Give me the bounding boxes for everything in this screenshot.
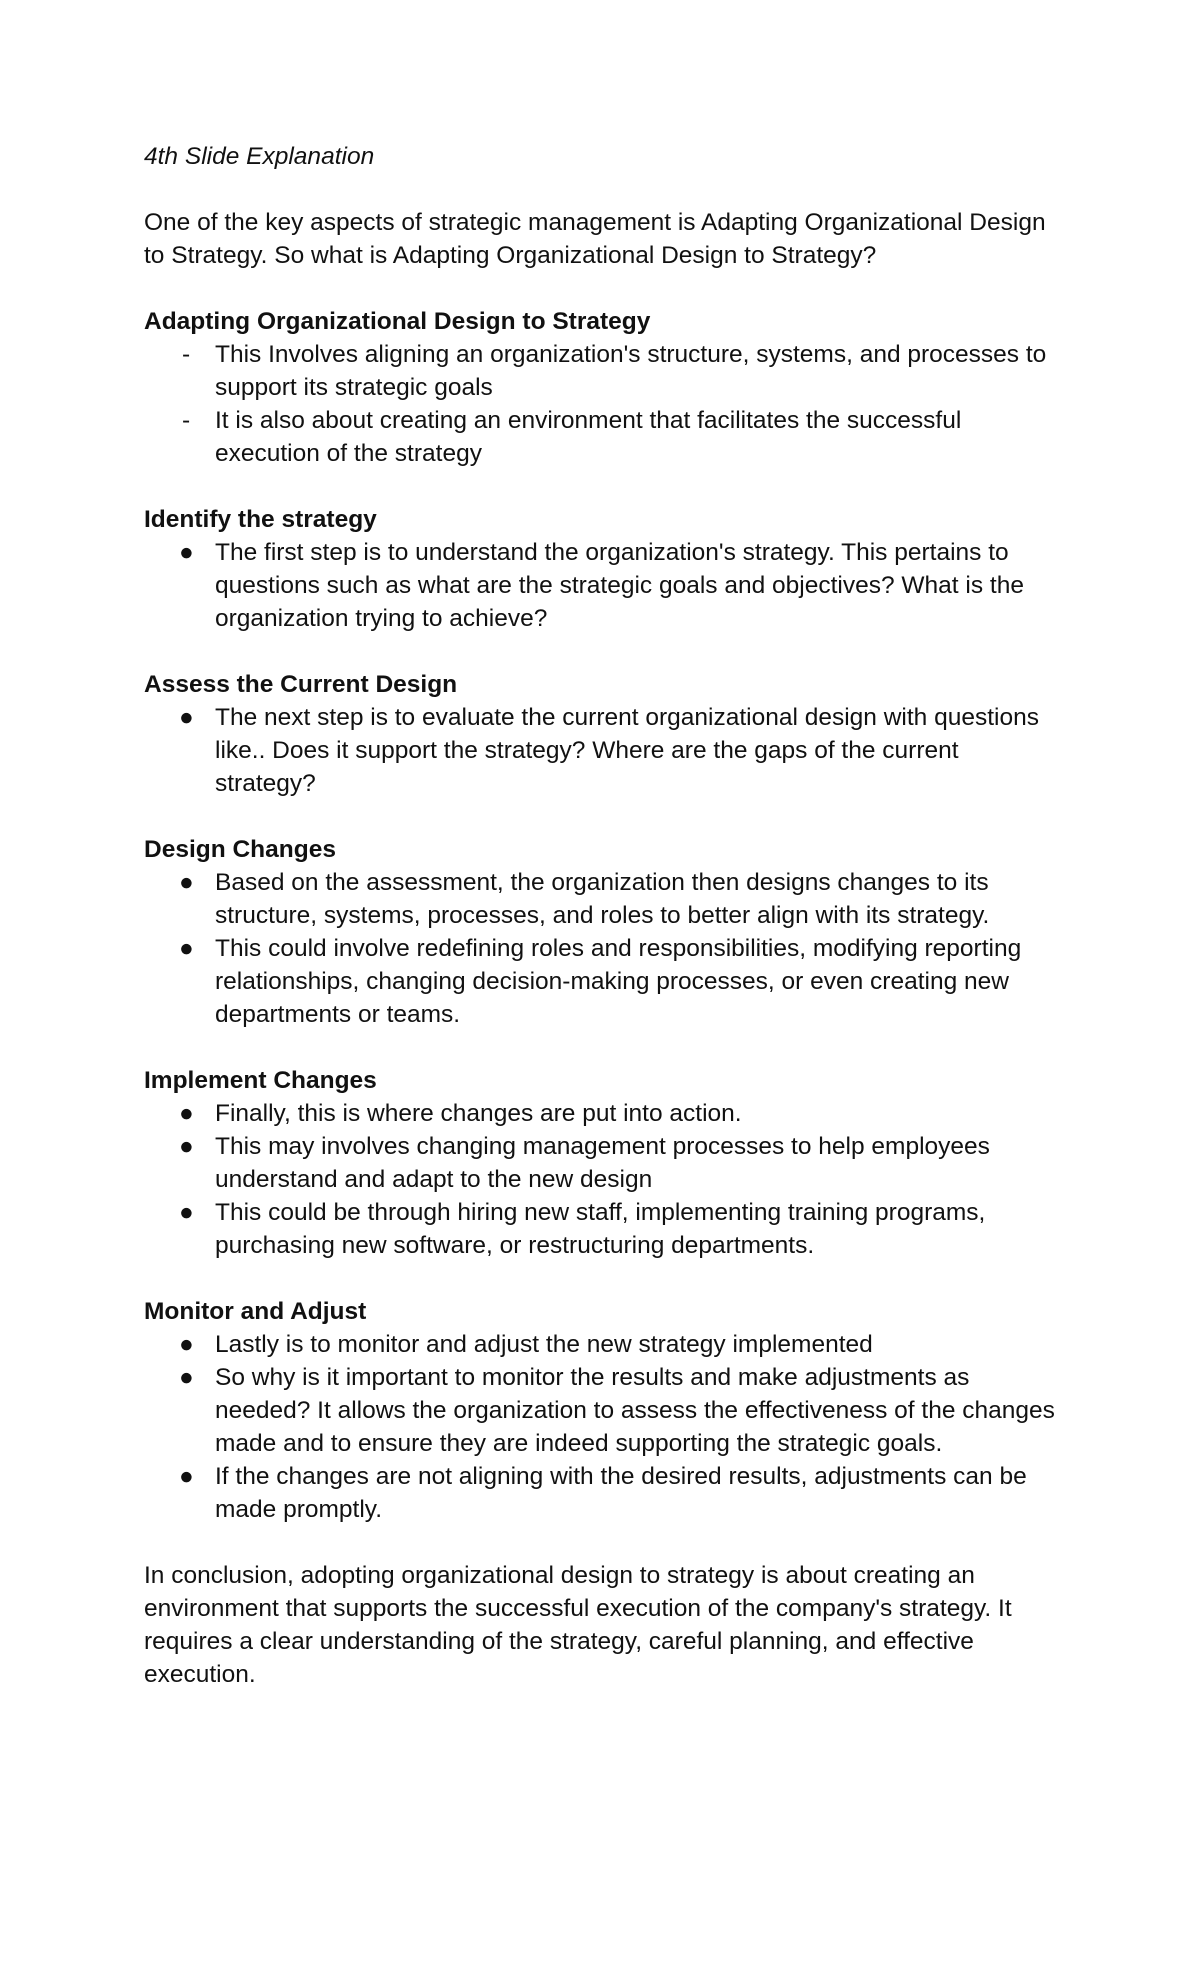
- dash-marker: -: [182, 341, 191, 368]
- section-heading: Monitor and Adjust: [144, 1298, 367, 1325]
- conclusion-paragraph: In conclusion, adopting organizational design to strategy is about creating an environment that supports the successful execution of the company's strategy. It requires a clear understanding of the strategy, careful planning, and effective execution.: [144, 1562, 1012, 1688]
- list-item-text: The next step is to evaluate the current organizational design with questions like.. Does it support the strategy? Where are the gaps of the current strategy?: [215, 704, 1039, 797]
- bullet-marker: ●: [179, 539, 194, 566]
- list-item: [144, 536, 1060, 635]
- list-item-text: Based on the assessment, the organization then designs changes to its structure, systems, processes, and roles to better align with its strategy.: [215, 869, 990, 929]
- section-heading: Implement Changes: [144, 1067, 377, 1094]
- list-item: [144, 932, 1060, 1031]
- list-item: [144, 1097, 1060, 1130]
- list-item-text: This Involves aligning an organization's structure, systems, and processes to support its strategic goals: [215, 341, 1047, 401]
- section-heading: Identify the strategy: [144, 506, 377, 533]
- list-item-text: It is also about creating an environment that facilitates the successful execution of the strategy: [215, 407, 962, 467]
- section-implement-changes: [144, 1064, 1060, 1262]
- bullet-marker: ●: [179, 869, 194, 896]
- dash-list: [144, 338, 1060, 470]
- list-item-text: Finally, this is where changes are put into action.: [215, 1100, 742, 1127]
- intro-paragraph: One of the key aspects of strategic management is Adapting Organizational Design to Strategy. So what is Adapting Organizational Design to Strategy?: [144, 209, 1046, 269]
- bullet-list: [144, 536, 1060, 635]
- list-item-text: This may involves changing management processes to help employees understand and adapt to the new design: [215, 1133, 990, 1193]
- list-item: [144, 701, 1060, 800]
- dash-marker: -: [182, 407, 191, 434]
- bullet-marker: ●: [179, 1364, 194, 1391]
- list-item: [144, 1328, 1060, 1361]
- bullet-marker: ●: [179, 1331, 194, 1358]
- bullet-list: [144, 866, 1060, 1031]
- list-item: [144, 1130, 1060, 1196]
- section-monitor-adjust: [144, 1295, 1060, 1526]
- list-item: [144, 1196, 1060, 1262]
- section-heading: Design Changes: [144, 836, 336, 863]
- bullet-list: [144, 1097, 1060, 1262]
- section-adapting-design: [144, 305, 1060, 470]
- list-item-text: Lastly is to monitor and adjust the new strategy implemented: [215, 1331, 873, 1358]
- slide-title: 4th Slide Explanation: [144, 143, 375, 170]
- section-heading: Assess the Current Design: [144, 671, 458, 698]
- bullet-marker: ●: [179, 1133, 194, 1160]
- list-item: [144, 866, 1060, 932]
- list-item-text: If the changes are not aligning with the desired results, adjustments can be made promptly.: [215, 1463, 1027, 1523]
- bullet-marker: ●: [179, 935, 194, 962]
- bullet-marker: ●: [179, 1100, 194, 1127]
- list-item-text: So why is it important to monitor the results and make adjustments as needed? It allows the organization to assess the effectiveness of the changes made and to ensure they are indeed supporting the strategic goals.: [215, 1364, 1055, 1457]
- bullet-list: [144, 1328, 1060, 1526]
- list-item: [144, 1361, 1060, 1460]
- bullet-marker: ●: [179, 704, 194, 731]
- list-item-text: This could involve redefining roles and responsibilities, modifying reporting relationships, changing decision-making processes, or even creating new departments or teams.: [215, 935, 1022, 1028]
- list-item-text: This could be through hiring new staff, implementing training programs, purchasing new software, or restructuring departments.: [215, 1199, 986, 1259]
- section-identify-strategy: [144, 503, 1060, 635]
- section-heading: Adapting Organizational Design to Strategy: [144, 308, 651, 335]
- list-item: [144, 404, 1060, 470]
- bullet-marker: ●: [179, 1463, 194, 1490]
- section-assess-design: [144, 668, 1060, 800]
- bullet-list: [144, 701, 1060, 800]
- list-item: [144, 1460, 1060, 1526]
- list-item-text: The first step is to understand the organization's strategy. This pertains to questions such as what are the strategic goals and objectives? What is the organization trying to achieve?: [215, 539, 1024, 632]
- list-item: [144, 338, 1060, 404]
- section-design-changes: [144, 833, 1060, 1031]
- bullet-marker: ●: [179, 1199, 194, 1226]
